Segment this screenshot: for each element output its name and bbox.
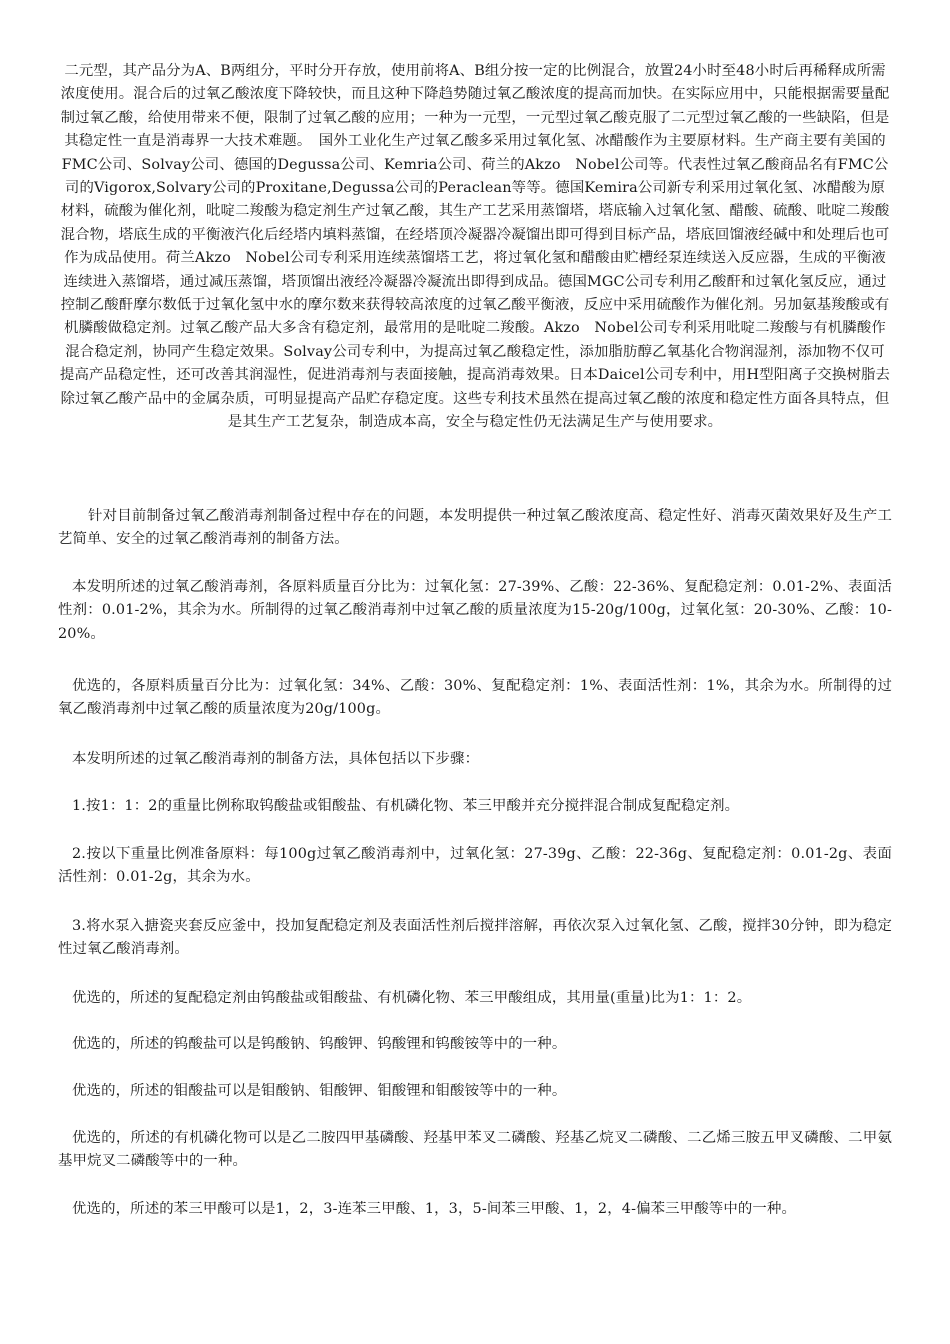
paragraph-objective: 针对目前制备过氧乙酸消毒剂制备过程中存在的问题，本发明提供一种过氧乙酸浓度高、稳定性好、消毒灭菌效果好及生产工艺简单、安全的过氧乙酸消毒剂的制备方法。 <box>58 508 892 548</box>
paragraph-background: 二元型，其产品分为A、B两组分，平时分开存放，使用前将A、B组分按一定的比例混合，放置24小时至48小时后再稀释成所需浓度使用。混合后的过氧乙酸浓度下降较快，而且这种下降趋势随过氧乙酸浓度的提高而加快。在实际应用中，只能根据需要量配制过氧乙酸，给使用带来不便，限制了过氧乙酸的应用；一种为一元型，一元型过氧乙酸克服了二元型过氧乙酸的一些缺陷，但是其稳定性一直是消毒界一大技术难题。 国外工业化生产过氧乙酸多采用过氧化氢、冰醋酸作为主要原材料。生产商主要有美国的FMC公司、Solvay公司、德国的Degussa公司、Kemria公司、荷兰的Akzo Nobel公司等。代表性过氧乙酸商品名有FMC公司的Vigorox,Solvary公司的Proxitane,Degussa公司的Peraclean等等。德国Kemira公司新专利采用过氧化氢、冰醋酸为原材料，硫酸为催化剂，吡啶二羧酸为稳定剂生产过氧乙酸，其生产工艺采用蒸馏塔，塔底输入过氧化氢、醋酸、硫酸、吡啶二羧酸混合物，塔底生成的平衡液汽化后经塔内填料蒸馏，在经塔顶冷凝器冷凝馏出即可得到目标产品，塔底回馏液经碱中和处理后也可作为成品使用。荷兰Akzo Nobel公司专利采用连续蒸馏塔工艺，将过氧化氢和醋酸由贮槽经泵连续送入反应器，生成的平衡液连续进入蒸馏塔，通过减压蒸馏，塔顶馏出液经冷凝器冷凝流出即得到成品。德国MGC公司专利用乙酸酐和过氧化氢反应，通过控制乙酸酐摩尔数低于过氧化氢中水的摩尔数来获得较高浓度的过氧乙酸平衡液，反应中采用硫酸作为催化剂。另加氨基羧酸或有机膦酸做稳定剂。过氧乙酸产品大多含有稳定剂，最常用的是吡啶二羧酸。Akzo Nobel公司专利采用吡啶二羧酸与有机膦酸作混合稳定剂，协同产生稳定效果。Solvay公司专利中，为提高过氧乙酸稳定性，添加脂肪醇乙氧基化合物润湿剂，添加物不仅可提高产品稳定性，还可改善其润湿性，促进消毒剂与表面接触，提高消毒效果。日本Daicel公司专利中，用H型阳离子交换树脂去除过氧乙酸产品中的金属杂质，可明显提高产品贮存稳定度。这些专利技术虽然在提高过氧乙酸的浓度和稳定性方面各具特点，但是其生产工艺复杂，制造成本高，安全与稳定性仍无法满足生产与使用要求。 <box>59 63 891 431</box>
paragraph-composition: 本发明所述的过氧乙酸消毒剂，各原料质量百分比为：过氧化氢：27-39%、乙酸：22-36%、复配稳定剂：0.01-2%、表面活性剂：0.01-2%，其余为水。所制得的过氧乙酸消毒剂中过氧乙酸的质量浓度为15-20g/100g，过氧化氢：20-30%、乙酸：10-20%。 <box>58 579 892 642</box>
paragraph-step-3: 3.将水泵入搪瓷夹套反应釜中，投加复配稳定剂及表面活性剂后搅拌溶解，再依次泵入过氧化氢、乙酸，搅拌30分钟，即为稳定性过氧乙酸消毒剂。 <box>58 918 892 958</box>
paragraph-step-2: 2.按以下重量比例准备原料：每100g过氧乙酸消毒剂中，过氧化氢：27-39g、乙酸：22-36g、复配稳定剂：0.01-2g、表面活性剂：0.01-2g，其余为水。 <box>58 846 892 886</box>
paragraph-preferred-tungstate: 优选的，所述的钨酸盐可以是钨酸钠、钨酸钾、钨酸锂和钨酸铵等中的一种。 <box>72 1036 567 1052</box>
paragraph-preferred-benzenetricarboxylic: 优选的，所述的苯三甲酸可以是1，2，3-连苯三甲酸、1，3，5-间苯三甲酸、1，2，4-偏苯三甲酸等中的一种。 <box>72 1201 797 1217</box>
paragraph-preferred-organophosphorus: 优选的，所述的有机磷化物可以是乙二胺四甲基磷酸、羟基甲苯叉二磷酸、羟基乙烷叉二磷酸、二乙烯三胺五甲叉磷酸、二甲氨基甲烷叉二磷酸等中的一种。 <box>58 1130 892 1170</box>
paragraph-preferred-stabilizer: 优选的，所述的复配稳定剂由钨酸盐或钼酸盐、有机磷化物、苯三甲酸组成，其用量(重量)比为1：1：2。 <box>72 990 752 1006</box>
paragraph-step-1: 1.按1：1：2的重量比例称取钨酸盐或钼酸盐、有机磷化物、苯三甲酸并充分搅拌混合制成复配稳定剂。 <box>72 798 740 814</box>
paragraph-method-intro: 本发明所述的过氧乙酸消毒剂的制备方法，具体包括以下步骤： <box>72 751 480 767</box>
paragraph-preferred-composition: 优选的，各原料质量百分比为：过氧化氢：34%、乙酸：30%、复配稳定剂：1%、表面活性剂：1%，其余为水。所制得的过氧乙酸消毒剂中过氧乙酸的质量浓度为20g/100g。 <box>58 678 892 718</box>
paragraph-preferred-molybdate: 优选的，所述的钼酸盐可以是钼酸钠、钼酸钾、钼酸锂和钼酸铵等中的一种。 <box>72 1083 567 1099</box>
